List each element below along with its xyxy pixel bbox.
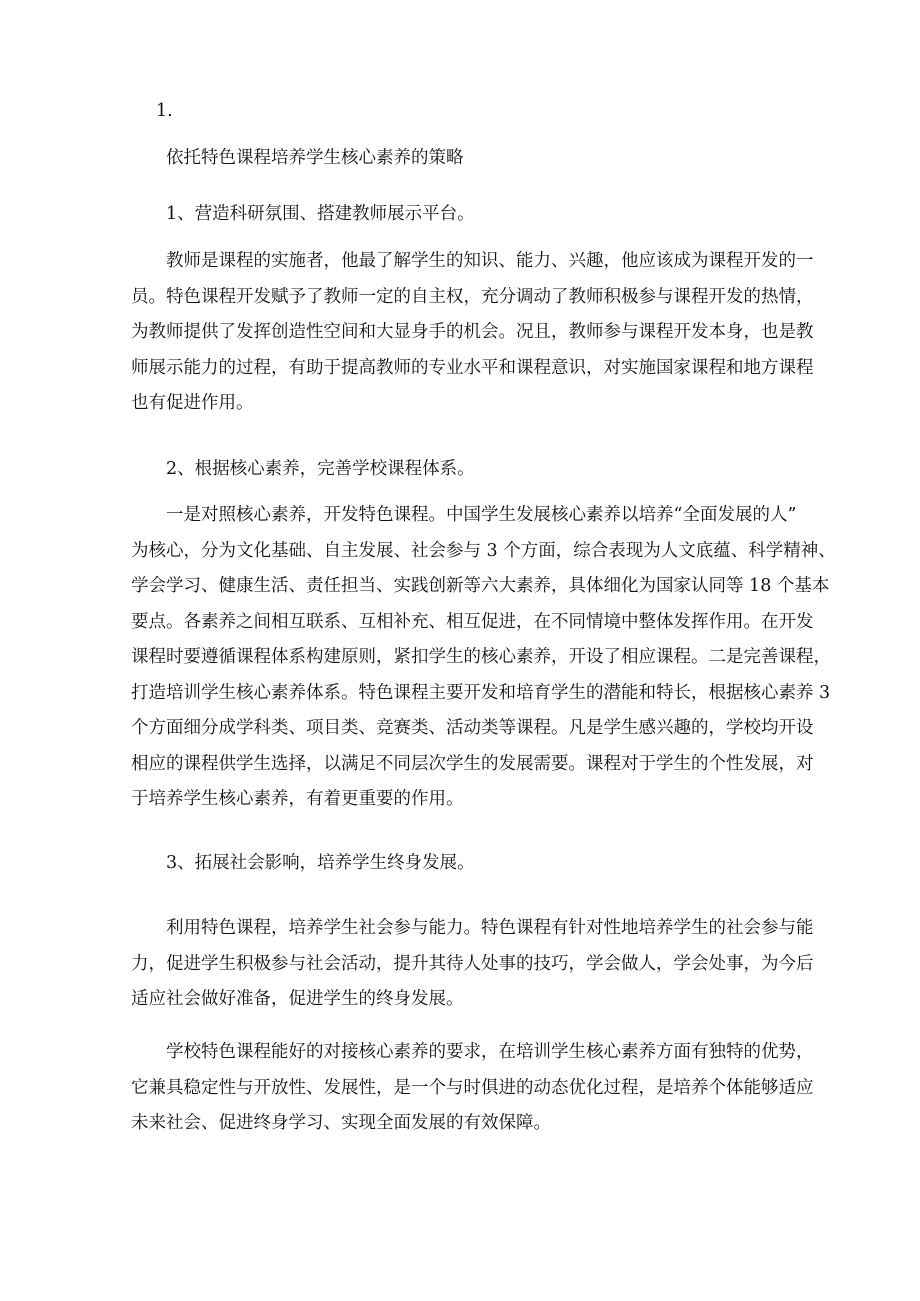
section-heading-2: 2、根据核心素养，完善学校课程体系。 <box>166 459 475 479</box>
section-2-paragraph <box>131 498 836 818</box>
text-line: 利用特色课程，培养学生社会参与能力。特色课程有针对性地培养学生的社会参与能 <box>166 918 814 938</box>
text-line: 员。特色课程开发赋予了教师一定的自主权，充分调动了教师积极参与课程开发的热情， <box>131 286 814 307</box>
text-line: 一是对照核心素养，开发特色课程。中国学生发展核心素养以培养“全面发展的人” <box>166 505 797 525</box>
text-line: 相应的课程供学生选择，以满足不同层次学生的发展需要。课程对于学生的个性发展，对 <box>131 753 814 774</box>
section-3-paragraph-2 <box>131 1035 814 1142</box>
text-line: 它兼具稳定性与开放性、发展性，是一个与时俱进的动态优化过程，是培养个体能够适应 <box>131 1077 814 1098</box>
text-line: 为教师提供了发挥创造性空间和大显身手的机会。况且，教师参与课程开发本身，也是教 <box>131 322 814 342</box>
text-line: 为核心，分为文化基础、自主发展、社会参与 3 个方面，综合表现为人文底蕴、科学精神、 <box>131 540 836 561</box>
text-line: 于培养学生核心素养，有着更重要的作用。 <box>131 789 464 809</box>
text-line: 学校特色课程能好的对接核心素养的要求，在培训学生核心素养方面有独特的优势， <box>166 1042 814 1062</box>
text-line: 力，促进学生积极参与社会活动，提升其待人处事的技巧，学会做人，学会处事，为今后 <box>131 953 814 974</box>
section-1-paragraph <box>131 244 814 422</box>
text-line: 学会学习、健康生活、责任担当、实践创新等六大素养，具体细化为国家认同等 18 个基本 <box>131 576 830 596</box>
list-number: 1. <box>156 101 173 121</box>
text-line: 适应社会做好准备，促进学生的终身发展。 <box>131 989 464 1009</box>
document-title: 依托特色课程培养学生核心素养的策略 <box>166 148 464 168</box>
text-line: 未来社会、促进终身学习、实现全面发展的有效保障。 <box>131 1113 551 1133</box>
text-line: 打造培训学生核心素养体系。特色课程主要开发和培育学生的潜能和特长，根据核心素养 3 <box>131 682 831 703</box>
section-heading-1: 1、营造科研氛围、搭建教师展示平台。 <box>166 204 475 224</box>
section-heading-3: 3、拓展社会影响，培养学生终身发展。 <box>166 853 475 873</box>
text-line: 要点。各素养之间相互联系、互相补充、相互促进，在不同情境中整体发挥作用。在开发 <box>131 611 814 632</box>
text-line: 教师是课程的实施者，他最了解学生的知识、能力、兴趣，他应该成为课程开发的一 <box>166 251 814 271</box>
text-line: 师展示能力的过程，有助于提高教师的专业水平和课程意识，对实施国家课程和地方课程 <box>131 357 814 378</box>
text-line: 也有促进作用。 <box>131 393 254 413</box>
text-line: 课程时要遵循课程体系构建原则，紧扣学生的核心素养，开设了相应课程。二是完善课程， <box>131 647 831 667</box>
section-3-paragraph-1 <box>131 911 814 1018</box>
text-line: 个方面细分成学科类、项目类、竞赛类、活动类等课程。凡是学生感兴趣的，学校均开设 <box>131 718 814 738</box>
